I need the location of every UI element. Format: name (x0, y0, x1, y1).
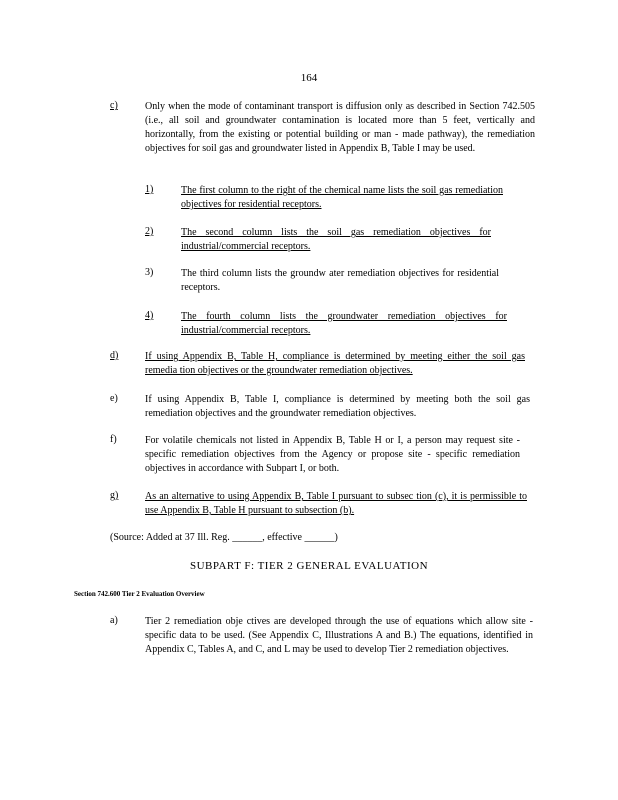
paragraph-text: If using Appendix B, Table I, compliance is determined by meeting both the soil gas remediation objectives and the groundwater remediation objectives. (145, 394, 530, 419)
source-note: (Source: Added at 37 Ill. Reg. ______, effective ______) (110, 532, 338, 543)
paragraph-text: If using Appendix B, Table H, compliance is determined by meeting either the soil gas remedia tion objectives or the groundwater remediation objectives. (145, 351, 525, 376)
paragraph-text: Only when the mode of contaminant transport is diffusion only as described in Section 742.505 (i.e., all soil and groundwater contamination is located more than 5 feet, vertically and horizontally, from the existing or potential building or man - made pathway), the remediation objectives for soil gas and groundwater listed in Appendix B, Table I may be used. (145, 101, 535, 154)
subparagraph-text: The first column to the right of the chemical name lists the soil gas remediation objectives for residential receptors. (181, 185, 503, 210)
paragraph-label: d) (110, 350, 119, 361)
paragraph-label: c) (110, 100, 118, 111)
subparagraph-label: 1) (145, 184, 154, 195)
subparagraph-label: 3) (145, 267, 154, 278)
paragraph-label: e) (110, 393, 118, 404)
subpart-heading: SUBPART F: TIER 2 GENERAL EVALUATION (189, 560, 429, 572)
subparagraph-text: The third column lists the groundw ater remediation objectives for residential receptors. (181, 268, 499, 293)
paragraph-label: f) (110, 434, 117, 445)
paragraph-label: g) (110, 490, 119, 501)
paragraph-label: a) (110, 615, 118, 626)
subparagraph-text: The fourth column lists the groundwater remediation objectives for industrial/commercial receptors. (181, 311, 507, 336)
section-heading: Section 742.600 Tier 2 Evaluation Overview (74, 590, 205, 598)
paragraph-text: For volatile chemicals not listed in Appendix B, Table H or I, a person may request site -specific remediation objectives from the Agency or propose site - specific remediation objectives in accordance with Subpart I, or both. (145, 435, 520, 474)
subparagraph-label: 4) (145, 310, 154, 321)
page-number: 164 (300, 72, 318, 84)
subparagraph-label: 2) (145, 226, 154, 237)
subparagraph-text: The second column lists the soil gas remediation objectives for industrial/commercial receptors. (181, 227, 491, 252)
paragraph-text: Tier 2 remediation obje ctives are developed through the use of equations which allow site -specific data to be used. (See Appendix C, Illustrations A and B.) The equations, identified in Appendix C, Tables A, and C, and L may be used to develop Tier 2 remediation objectives. (145, 616, 533, 655)
paragraph-text: As an alternative to using Appendix B, Table I pursuant to subsec tion (c), it is permissible to use Appendix B, Table H pursuant to subsection (b). (145, 491, 527, 516)
